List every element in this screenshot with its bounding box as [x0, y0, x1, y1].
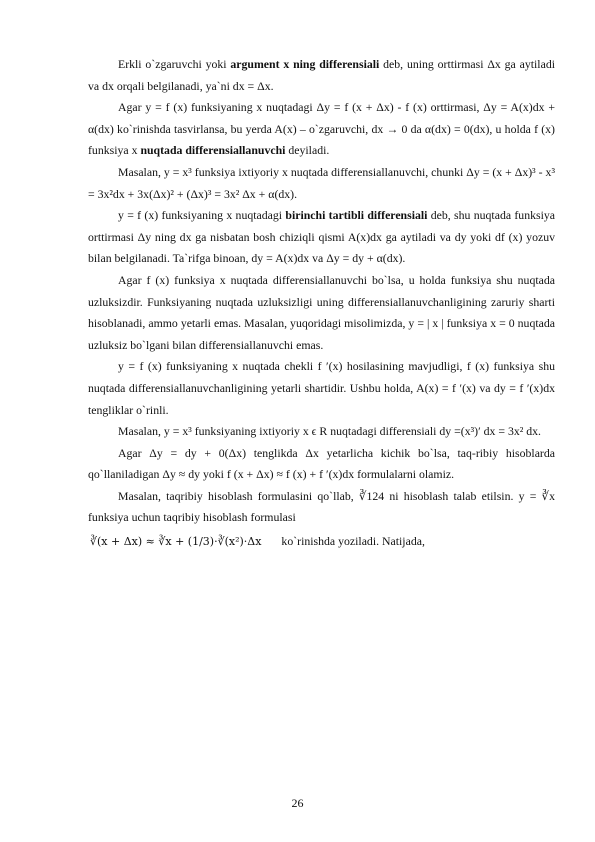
- paragraph-text: Erkli o`zgaruvchi yoki: [118, 57, 231, 71]
- paragraph-differentiable-definition: [88, 97, 555, 162]
- paragraph-example-differential: [88, 421, 555, 443]
- paragraph-example-cube-root: [88, 486, 555, 529]
- paragraph-approximation: [88, 443, 555, 486]
- bold-term: birinchi tartibli differensiali: [285, 208, 428, 223]
- paragraph-first-order-differential: [88, 205, 555, 270]
- formula-line: [88, 531, 555, 553]
- paragraph-text: y = f (x) funksiyaning x nuqtadagi: [118, 208, 286, 223]
- page-body: [88, 54, 555, 553]
- bold-term: argument x ning differensiali: [230, 57, 380, 71]
- bold-term: nuqtada differensiallanuvchi: [140, 143, 286, 158]
- paragraph-text: Agar Δy = dy + 0(Δx) tenglikda Δx yetarlicha kichik bo`lsa, taq-ribiy hisoblarda qo`llaniladigan Δy ≈ dy yoki f (x + Δx) ≈ f (x) + f ′(x)dx formulalarni olamiz.: [88, 445, 555, 482]
- paragraph-example-cube: [88, 162, 555, 205]
- paragraph-continuity: [88, 270, 555, 356]
- paragraph-text: Agar f (x) funksiya x nuqtada differensiallanuvchi bo`lsa, u holda funksiya shu nuqtada uzluksizdir. Funksiyaning nuqtada uzluksizligi uning differensiallanuvchanligining zaruriy sharti hisoblanadi, ammo yetarli emas. Masalan, yuqoridagi misolimizda, y = | x | funksiya x = 0 nuqtada uzluksiz bo`lgani bilan differensiallanuvchi emas.: [88, 272, 555, 352]
- paragraph-text: deyiladi.: [285, 143, 330, 158]
- paragraph-text: y = f (x) funksiyaning x nuqtada chekli f ′(x) hosilasining mavjudligi, f (x) funksiya shu nuqtada differensiallanuvchanligining yetarli shartidir. Ushbu holda, A(x) = f ′(x) va dy = f ′(x)dx tengliklar o`rinli.: [88, 359, 555, 417]
- paragraph-text: Masalan, y = x³ funksiya ixtiyoriy x nuqtada differensiallanuvchi, chunki Δy = (x + Δx)³ - x³ = 3x²dx + 3x(Δx)² + (Δx)³ = 3x² Δx + α(dx).: [88, 164, 555, 201]
- paragraph-text: Masalan, y = x³ funksiyaning ixtiyoriy x ϵ R nuqtadagi differensiali dy =(x³)′ dx = 3x² dx.: [118, 424, 542, 439]
- paragraph-text: Masalan, taqribiy hisoblash formulasini qo`llab, ∛124 ni hisoblash talab etilsin. y = ∛x funksiya uchun taqribiy hisoblash formulasi: [88, 488, 555, 525]
- paragraph-argument-differential: [88, 54, 555, 97]
- paragraph-text: Agar y = f (x) funksiyaning x nuqtadagi Δy = f (x + Δx) - f (x) orttirmasi, Δy = A(x)dx + α(dx) ko`rinishda tasvirlansa, bu yerda A(x) – o`zgaruvchi, dx → 0 da α(dx) = 0(dx), u holda f (x) funksiya x: [88, 100, 555, 158]
- approximation-formula: ∛(x + Δx) ≈ ∛x + (1/3)·∛(x²)·Δx: [90, 535, 262, 549]
- page-number: 26: [291, 796, 304, 810]
- paragraph-text: deb, shu nuqtada funksiya orttirmasi Δy ning dx ga nisbatan bosh chiziqli qismi A(x)dx ga aytiladi va dy yoki df (x) yozuv bilan belgilanadi. Ta`rifga binoan, dy = A(x)dx va Δy = dy + α(dx).: [88, 208, 556, 266]
- paragraph-derivative-condition: [88, 356, 555, 421]
- paragraph-text: deb, uning orttirmasi Δx ga aytiladi va dx orqali belgilanadi, ya`ni dx = Δx.: [88, 57, 555, 93]
- formula-trailing-text: ko`rinishda yoziladi. Natijada,: [281, 534, 425, 549]
